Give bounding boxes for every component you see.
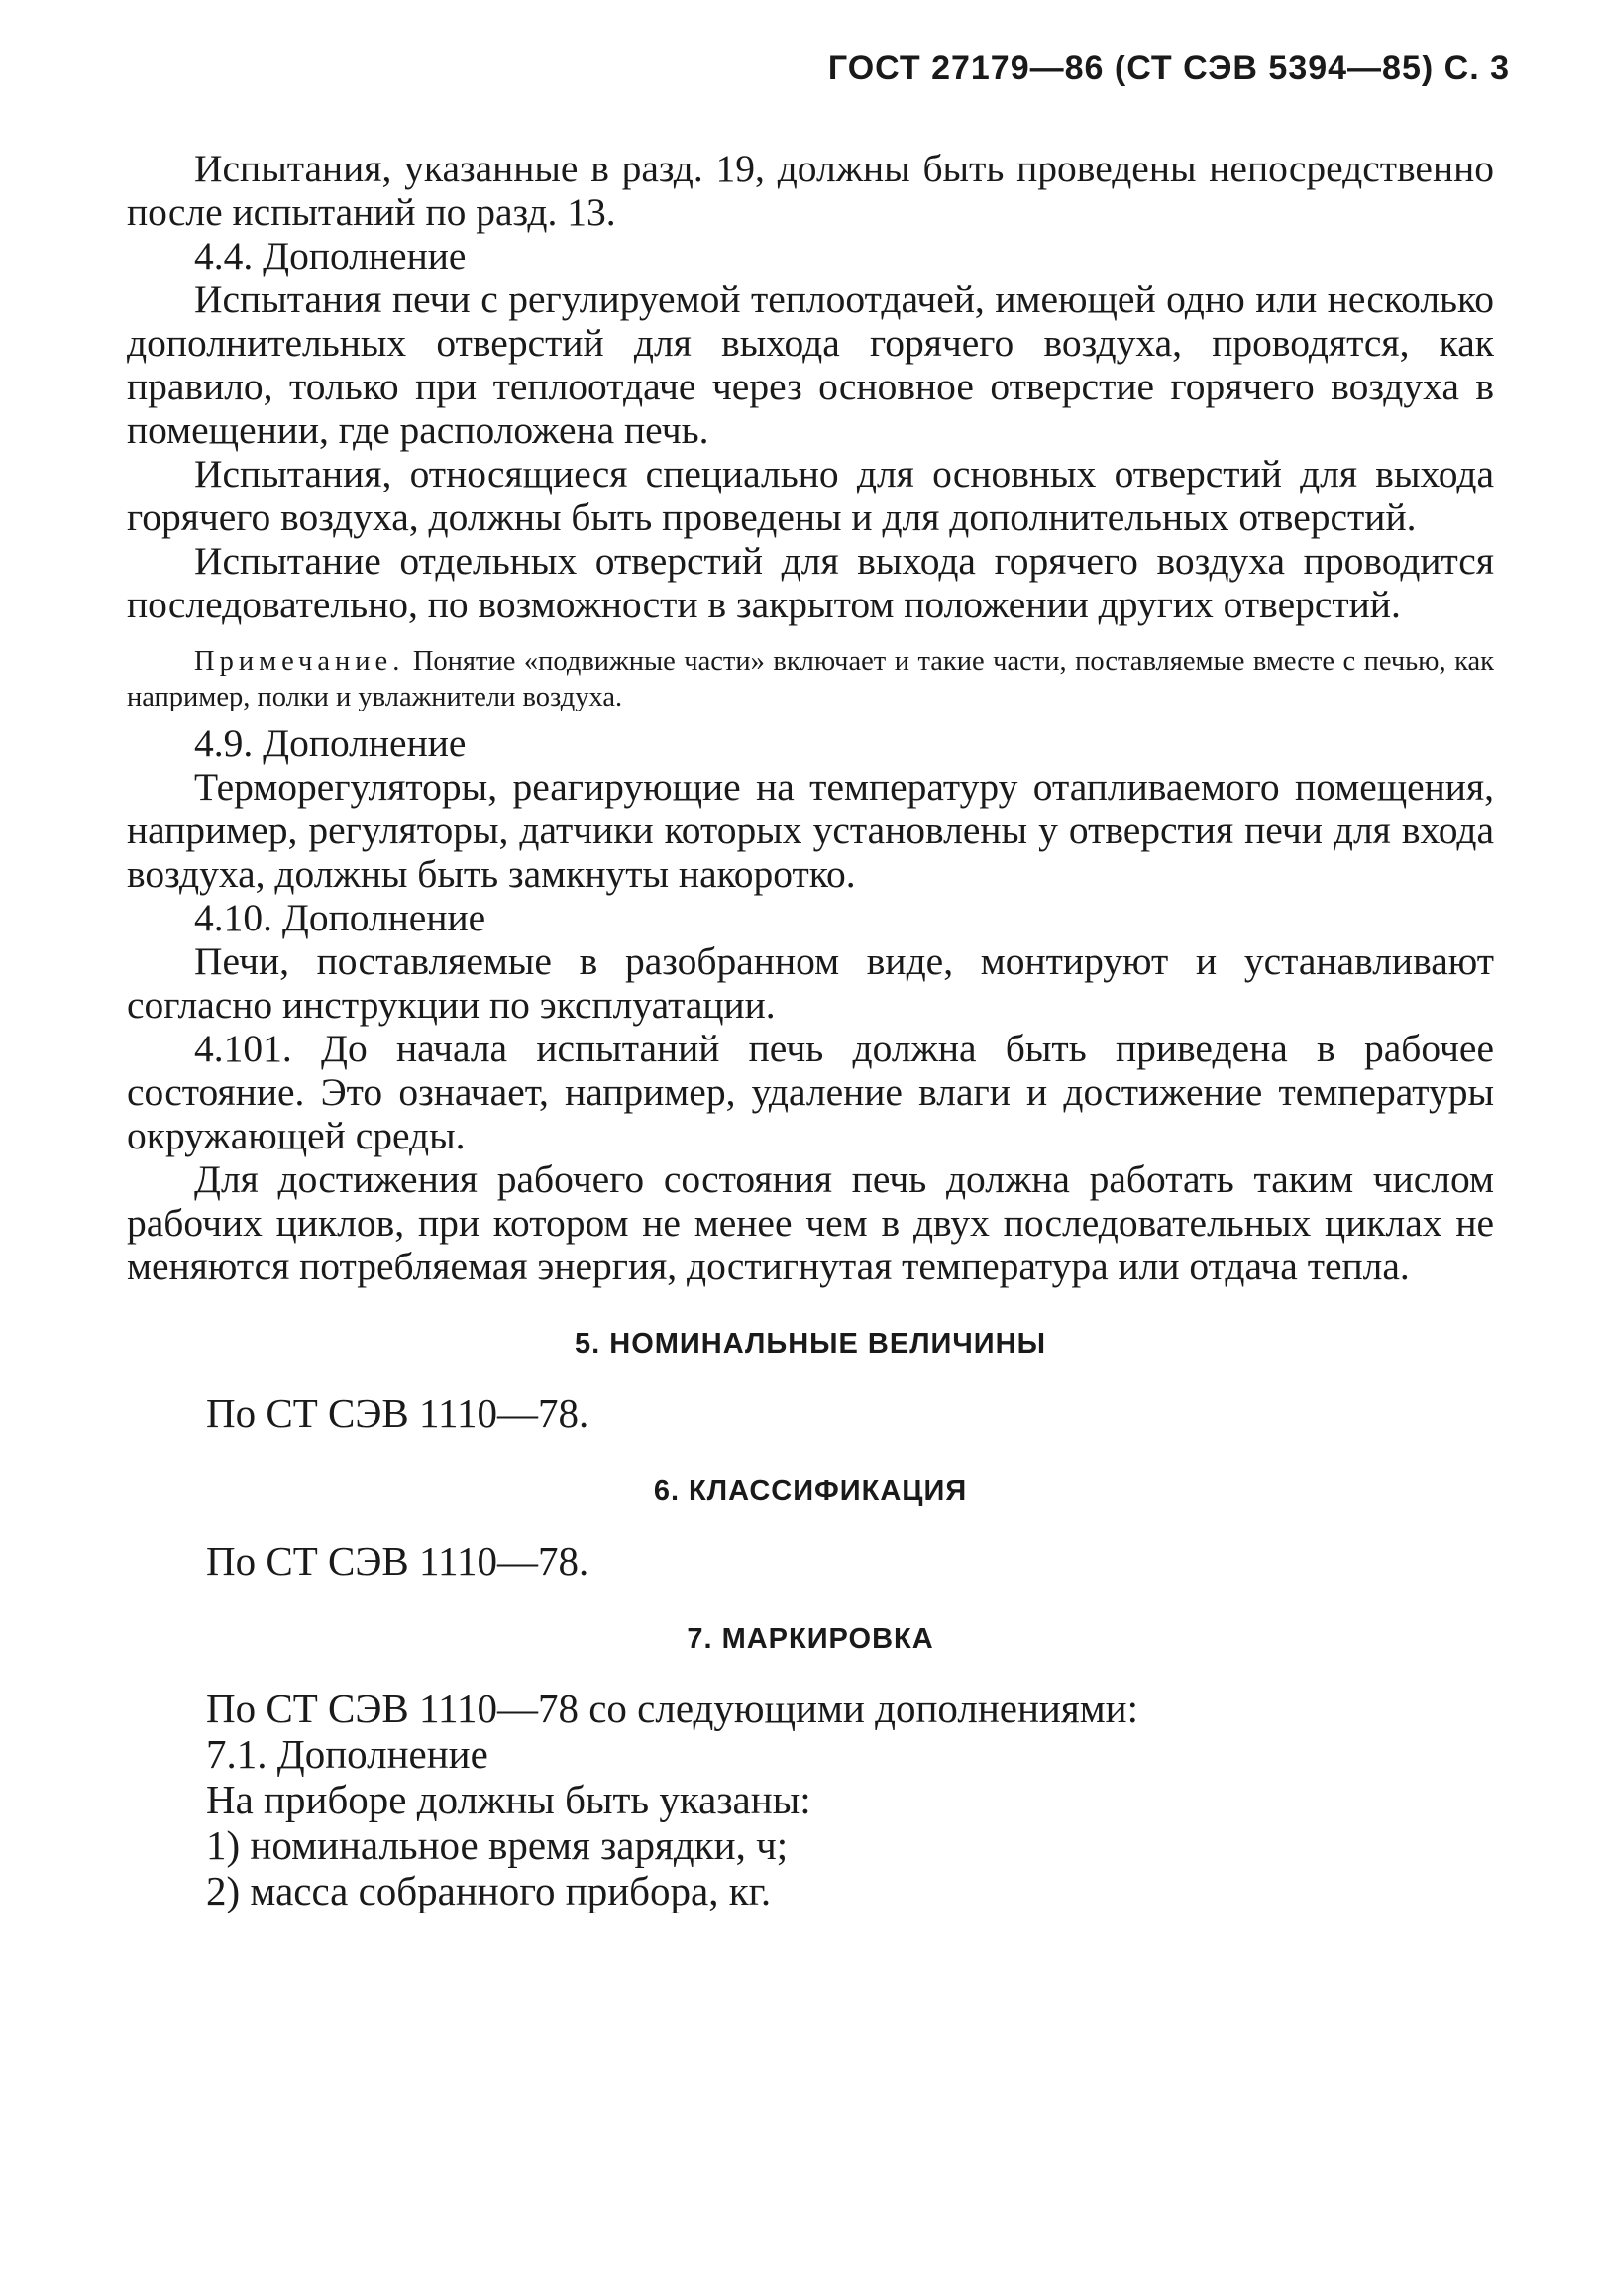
page-content — [127, 147, 1494, 1913]
list-lead: На приборе должны быть указаны: — [206, 1777, 811, 1822]
paragraph: Печи, поставляемые в разобранном виде, монтируют и устанавливают согласно инструкции по эксплуатации. — [127, 939, 1494, 1027]
paragraph: 4.101. До начала испытаний печь должна быть приведена в рабочее состояние. Это означает, например, удаление влаги и достижение температуры окружающей среды. — [127, 1027, 1494, 1157]
subsection-title-4-9: 4.9. Дополнение — [194, 721, 467, 765]
section-heading-6: 6. КЛАССИФИКАЦИЯ — [653, 1476, 968, 1507]
section-intro-7: По СТ СЭВ 1110—78 со следующими дополнениями: — [206, 1686, 1138, 1731]
subsection-title-4-4: 4.4. Дополнение — [194, 234, 467, 277]
paragraph: Испытания, указанные в разд. 19, должны быть проведены непосредственно после испытаний по разд. 13. — [127, 147, 1494, 234]
paragraph: Терморегуляторы, реагирующие на температуру отапливаемого помещения, например, регуляторы, датчики которых установлены у отверстия печи для входа воздуха, должны быть замкнуты накоротко. — [127, 765, 1494, 896]
section-text-5: По СТ СЭВ 1110—78. — [206, 1390, 589, 1436]
note-label: Примечание. — [194, 646, 405, 677]
section-heading-5: 5. НОМИНАЛЬНЫЕ ВЕЛИЧИНЫ — [575, 1328, 1046, 1360]
paragraph: Испытание отдельных отверстий для выхода горячего воздуха проводится последовательно, по возможности в закрытом положении других отверстий. — [127, 539, 1494, 626]
section-heading-7: 7. МАРКИРОВКА — [687, 1623, 934, 1655]
note-text: Понятие «подвижные части» включает и такие части, поставляемые вместе с печью, как например, полки и увлажнители воздуха. — [127, 646, 1494, 712]
paragraph: Испытания печи с регулируемой теплоотдачей, имеющей одно или несколько дополнительных отверстий для выхода горячего воздуха, проводятся, как правило, только при теплоотдаче через основное отверстие горячего воздуха в помещении, где расположена печь. — [127, 277, 1494, 452]
paragraph: Испытания, относящиеся специально для основных отверстий для выхода горячего воздуха, должны быть проведены и для дополнительных отверстий. — [127, 452, 1494, 539]
subsection-title-7-1: 7.1. Дополнение — [206, 1731, 488, 1777]
note — [127, 644, 1494, 715]
list-item: 2) масса собранного прибора, кг. — [206, 1868, 772, 1913]
running-header: ГОСТ 27179—86 (СТ СЭВ 5394—85) С. 3 — [827, 50, 1510, 87]
subsection-title-4-10: 4.10. Дополнение — [194, 896, 486, 939]
list-item: 1) номинальное время зарядки, ч; — [206, 1822, 789, 1868]
section-text-6: По СТ СЭВ 1110—78. — [206, 1538, 589, 1584]
paragraph: Для достижения рабочего состояния печь должна работать таким числом рабочих циклов, при котором не менее чем в двух последовательных циклах не меняются потребляемая энергия, достигнутая температура или отдача тепла. — [127, 1157, 1494, 1288]
